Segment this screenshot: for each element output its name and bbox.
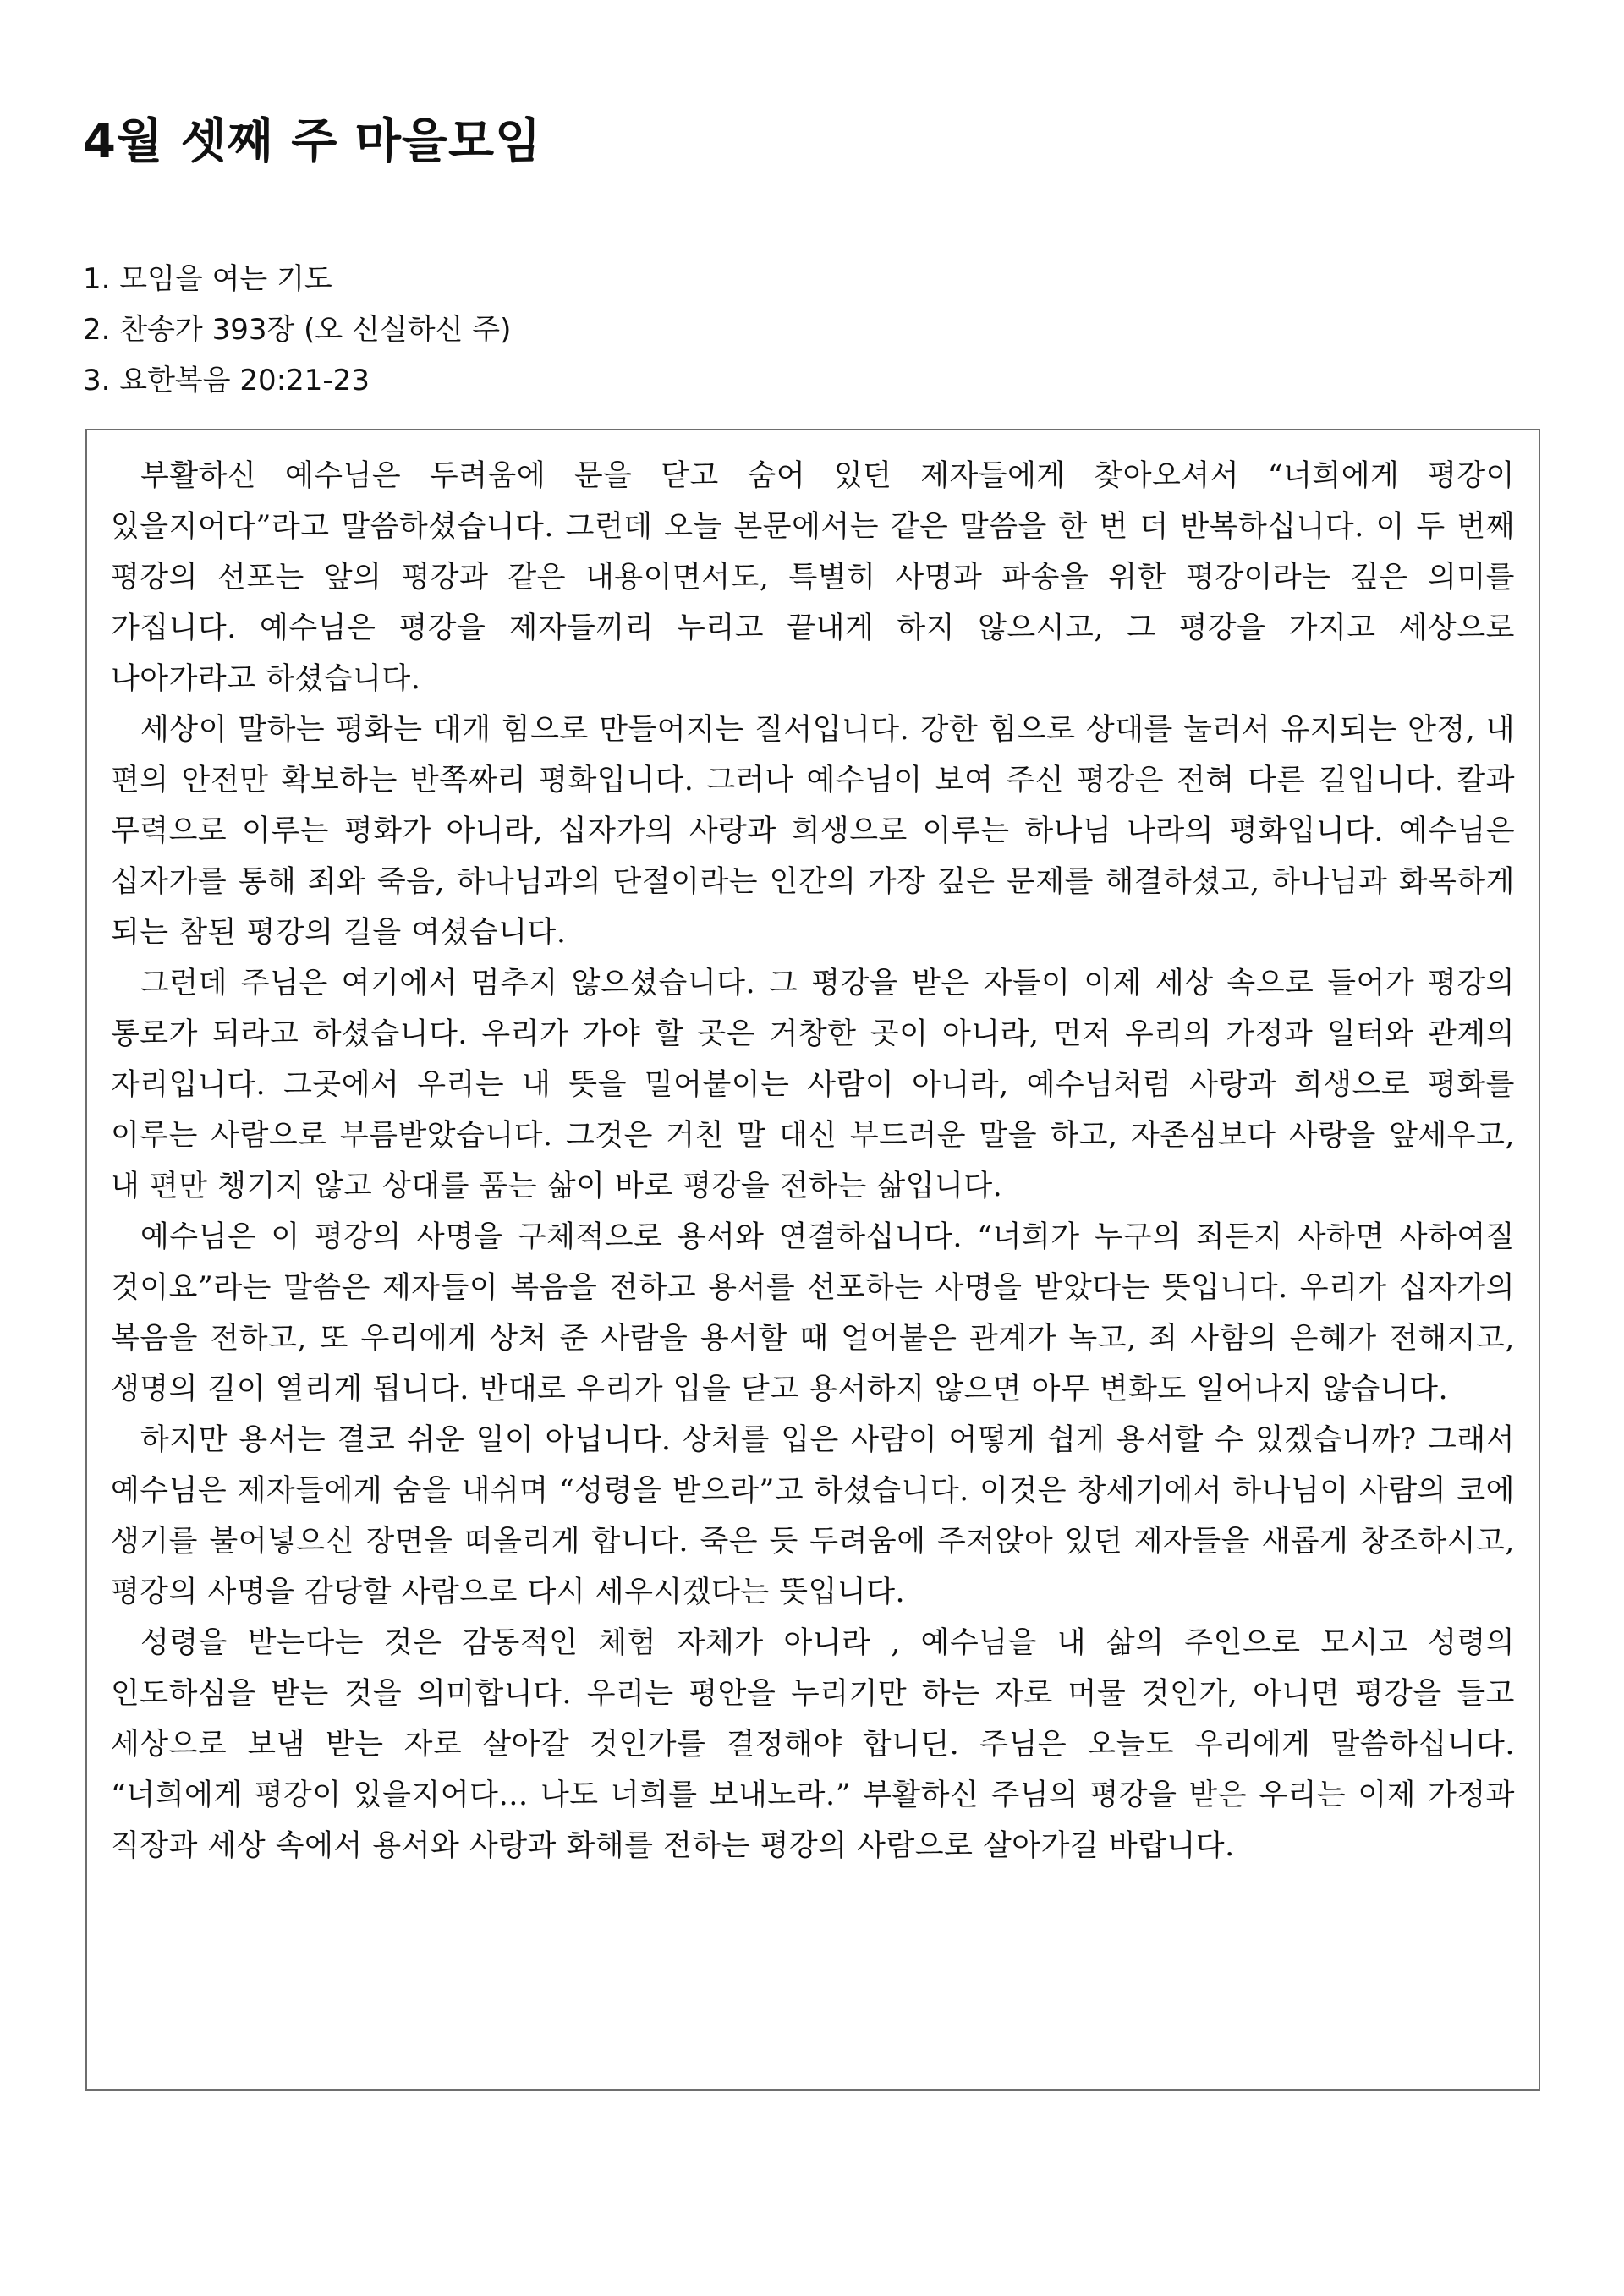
sermon-paragraph: 부활하신 예수님은 두려움에 문을 닫고 숨어 있던 제자들에게 찾아오셔서 “너희에게 평강이 있을지어다”라고 말씀하셨습니다. 그런데 오늘 본문에서는 같은 말씀을 한 번 더 반복하십니다. 이 두 번째 평강의 선포는 앞의 평강과 같은 내용이면서도, 특별히 사명과 파송을 위한 평강이라는 깊은 의미를 가집니다. 예수님은 평강을 제자들끼리 누리고 끝내게 하지 않으시고, 그 평강을 가지고 세상으로 나아가라고 하셨습니다. xyxy=(111,459,1515,696)
sermon-text-box xyxy=(85,429,1540,2091)
sermon-paragraph: 하지만 용서는 결코 쉬운 일이 아닙니다. 상처를 입은 사람이 어떻게 쉽게 용서할 수 있겠습니까? 그래서 예수님은 제자들에게 숨을 내쉬며 “성령을 받으라”고 하셨습니다. 이것은 창세기에서 하나님이 사람의 코에 생기를 불어넣으신 장면을 떠올리게 합니다. 죽은 듯 두려움에 주저앉아 있던 제자들을 새롭게 창조하시고, 평강의 사명을 감당할 사람으로 다시 세우시겠다는 뜻입니다. xyxy=(111,1423,1515,1609)
sermon-paragraph: 예수님은 이 평강의 사명을 구체적으로 용서와 연결하십니다. “너희가 누구의 죄든지 사하면 사하여질 것이요”라는 말씀은 제자들이 복음을 전하고 용서를 선포하는 사명을 받았다는 뜻입니다. 우리가 십자가의 복음을 전하고, 또 우리에게 상처 준 사람을 용서할 때 얼어붙은 관계가 녹고, 죄 사함의 은혜가 전해지고, 생명의 길이 열리게 됩니다. 반대로 우리가 입을 닫고 용서하지 않으면 아무 변화도 일어나지 않습니다. xyxy=(111,1220,1515,1406)
agenda-item-prayer: 1. 모임을 여는 기도 xyxy=(83,262,332,296)
agenda-item-hymn: 2. 찬송가 393장 (오 신실하신 주) xyxy=(83,313,512,347)
sermon-paragraph: 성령을 받는다는 것은 감동적인 체험 자체가 아니라 , 예수님을 내 삶의 주인으로 모시고 성령의 인도하심을 받는 것을 의미합니다. 우리는 평안을 누리기만 하는 자로 머물 것인가, 아니면 평강을 들고 세상으로 보냄 받는 자로 살아갈 것인가를 결정해야 합니딘. 주님은 오늘도 우리에게 말씀하십니다. “너희에게 평강이 있을지어다… 나도 너희를 보내노라.” 부활하신 주님의 평강을 받은 우리는 이제 가정과 직장과 세상 속에서 용서와 사랑과 화해를 전하는 평강의 사람으로 살아가길 바랍니다. xyxy=(111,1626,1515,1863)
page-title: 4월 셋째 주 마을모임 xyxy=(83,114,542,169)
sermon-paragraph: 세상이 말하는 평화는 대개 힘으로 만들어지는 질서입니다. 강한 힘으로 상대를 눌러서 유지되는 안정, 내 편의 안전만 확보하는 반쪽짜리 평화입니다. 그러나 예수님이 보여 주신 평강은 전혀 다른 길입니다. 칼과 무력으로 이루는 평화가 아니라, 십자가의 사랑과 희생으로 이루는 하나님 나라의 평화입니다. 예수님은 십자가를 통해 죄와 죽음, 하나님과의 단절이라는 인간의 가장 깊은 문제를 해결하셨고, 하나님과 화목하게 되는 참된 평강의 길을 여셨습니다. xyxy=(111,713,1516,950)
agenda-list xyxy=(83,254,511,406)
sermon-paragraph: 그런데 주님은 여기에서 멈추지 않으셨습니다. 그 평강을 받은 자들이 이제 세상 속으로 들어가 평강의 통로가 되라고 하셨습니다. 우리가 가야 할 곳은 거창한 곳이 아니라, 먼저 우리의 가정과 일터와 관계의 자리입니다. 그곳에서 우리는 내 뜻을 밀어붙이는 사람이 아니라, 예수님처럼 사랑과 희생으로 평화를 이루는 사람으로 부름받았습니다. 그것은 거친 말 대신 부드러운 말을 하고, 자존심보다 사랑을 앞세우고, 내 편만 챙기지 않고 상대를 품는 삶이 바로 평강을 전하는 삶입니다. xyxy=(111,967,1515,1203)
agenda-item-scripture: 3. 요한복음 20:21-23 xyxy=(83,364,370,397)
